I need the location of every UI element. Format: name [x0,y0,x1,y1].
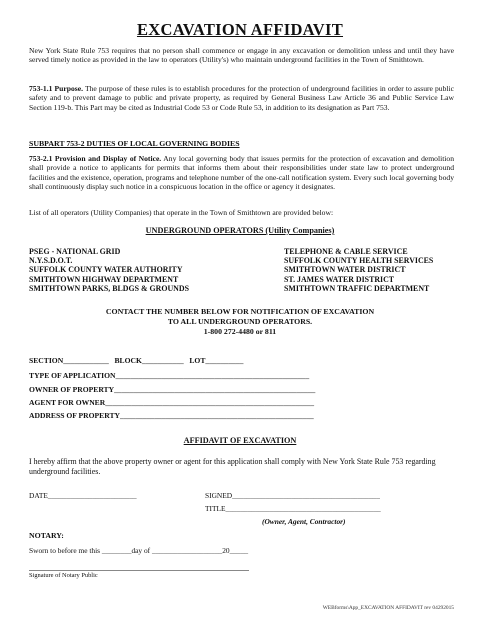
title-blank: __________________________________________ [225,504,381,513]
section-label: SECTION [29,356,64,365]
role-note: (Owner, Agent, Contractor) [262,517,346,526]
sworn-month-blank: ___________________ [152,546,223,555]
notary-heading: NOTARY: [29,531,64,540]
operator-item: SMITHTOWN TRAFFIC DEPARTMENT [284,283,430,293]
operator-item: TELEPHONE & CABLE SERVICE [284,247,408,256]
contact-line-1: CONTACT THE NUMBER BELOW FOR NOTIFICATION OF EXCAVATION [105,307,375,316]
agent-for-owner-label: AGENT FOR OWNER [29,398,106,407]
section-blank: ____________ [63,356,109,365]
signed-label: SIGNED [205,491,233,500]
title-label: TITLE [205,504,226,513]
address-of-property-label: ADDRESS OF PROPERTY [29,411,121,420]
operators-right-list [284,247,433,293]
date-label: DATE [29,491,48,500]
owner-of-property-field[interactable] [29,385,315,394]
operator-item: SUFFOLK COUNTY HEALTH SERVICES [284,256,434,266]
intro-paragraph: New York State Rule 753 requires that no person shall commence or engage in any excavation or demolition unless and until they have served timely notice as provided in the law to operators (Utility's) who maintain underground facilities in the Town of Smithtown. [29,46,454,65]
date-blank: ________________________ [47,491,137,500]
notary-signature-line[interactable] [29,570,249,571]
purpose-paragraph [29,84,454,112]
operators-heading: UNDERGROUND OPERATORS (Utility Companies) [145,226,335,235]
notary-signature-label: Signature of Notary Public [29,572,98,579]
section-field[interactable] [29,356,243,365]
provision-text: Any local governing body that issues permits for the protection of excavation and demolition shall provide a notice to applicants for permits that informs them about their responsibilities under state law to protect underground facilities and the existence, operation, programs and telephone number of the one-call notification system. Every such local governing body shall continuously display such notice in a conspicuous location in the office or agency it designates. [29,154,455,191]
year-prefix: 20 [222,546,230,555]
contact-phone: 1-800 272-4480 or 811 [203,327,277,336]
owner-of-property-label: OWNER OF PROPERTY [29,385,115,394]
field-blank: ___________________________________________________ [120,411,314,420]
field-blank: ___________________________________________________ [115,371,310,380]
address-of-property-field[interactable] [29,411,314,420]
field-blank: _______________________________________________________ [105,398,315,407]
affidavit-text: I hereby affirm that the above property owner or agent for this application shall comply with New York State Rule 753 regarding underground facilities. [29,457,436,476]
operators-left-list [29,247,189,293]
type-of-application-label: TYPE OF APPLICATION [29,371,116,380]
operator-item: SMITHTOWN WATER DISTRICT [284,265,406,275]
footer-form-id: WEBforms\App_EXCAVATION AFFIDAVIT rev 04292015 [322,605,454,611]
provision-paragraph [29,154,454,191]
date-field[interactable] [29,491,137,500]
purpose-text: The purpose of these rules is to establish procedures for the protection of underground facilities in order to assure public safety and to prevent damage to public and private property, as required by General Business Law Article 36 and Public Service Law Section 119-b. This Part may be cited as Industrial Code 53 or Code Rule 53, in addition to its designation as Part 753. [29,84,454,112]
block-label: BLOCK [114,356,142,365]
lot-blank: __________ [205,356,244,365]
operator-item: SMITHTOWN HIGHWAY DEPARTMENT [29,274,179,284]
title-field[interactable] [205,504,381,513]
operator-item: N.Y.S.D.O.T. [29,256,73,266]
operator-item: PSEG - NATIONAL GRID [29,247,121,256]
sworn-prefix: Sworn to before me this [29,546,101,555]
provision-label: 753-2.1 Provision and Display of Notice. [29,154,162,163]
day-of-label: day of [131,546,151,555]
subpart-heading: SUBPART 753-2 DUTIES OF LOCAL GOVERNING BODIES [29,139,240,148]
operators-intro: List of all operators (Utility Companies) that operate in the Town of Smithtown are provided below: [29,208,334,217]
document-title: EXCAVATION AFFIDAVIT [136,20,344,39]
sworn-day-blank: ________ [101,546,132,555]
signed-blank: ________________________________________ [232,491,380,500]
purpose-label: 753-1.1 Purpose. [29,84,83,93]
operator-item: SMITHTOWN PARKS, BLDGS & GROUNDS [29,283,189,293]
field-blank: _____________________________________________________ [114,385,316,394]
lot-label: LOT [189,356,206,365]
sworn-line[interactable] [29,546,248,555]
sworn-year-blank: _____ [229,546,249,555]
contact-line-2: TO ALL UNDERGROUND OPERATORS. [167,317,313,326]
operator-item: SUFFOLK COUNTY WATER AUTHORITY [29,265,183,275]
type-of-application-field[interactable] [29,371,309,380]
operator-item: ST. JAMES WATER DISTRICT [284,274,395,284]
signed-field[interactable] [205,491,380,500]
block-blank: ___________ [141,356,184,365]
affidavit-heading: AFFIDAVIT OF EXCAVATION [183,436,297,445]
agent-for-owner-field[interactable] [29,398,314,407]
